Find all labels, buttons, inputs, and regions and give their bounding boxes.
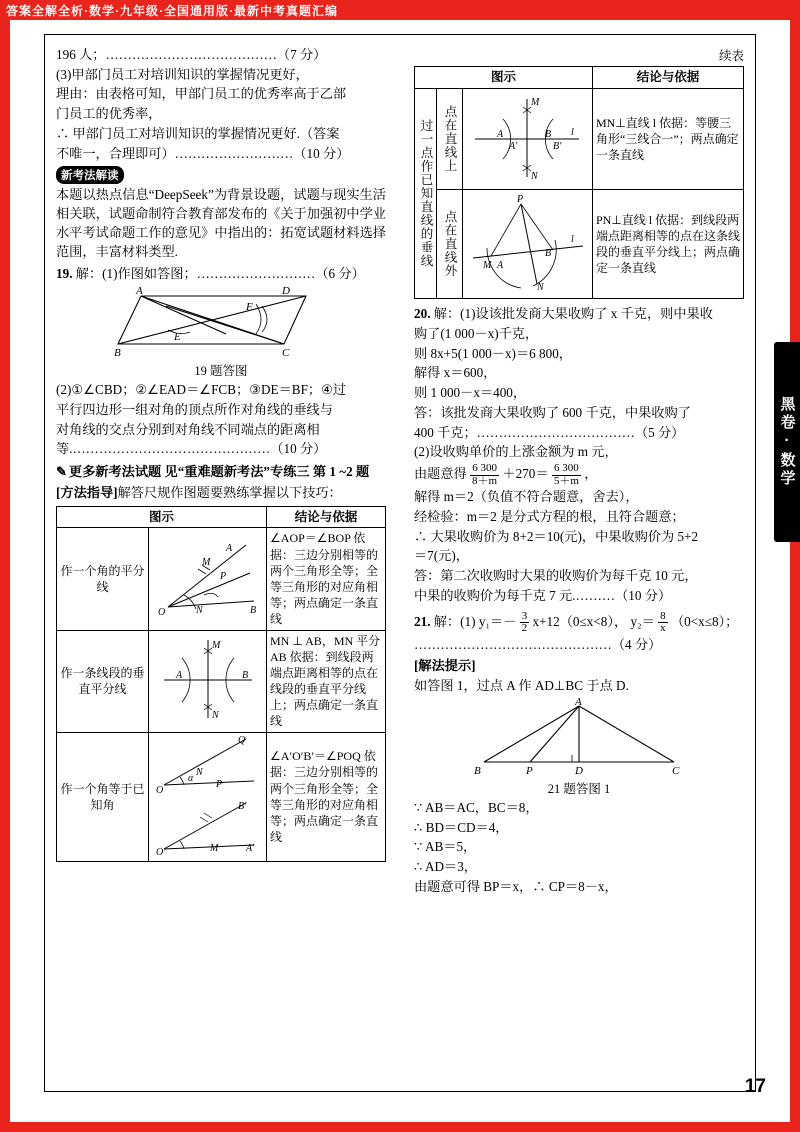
method-guide-line [56,484,386,503]
q21-line-1: ∵ AB＝AC，BC＝8， [414,799,539,815]
q21-line-2: ∴ BD＝CD＝4， [414,819,509,835]
svg-text:M: M [530,96,539,108]
table-row [415,88,744,189]
q20-line-9: 由题意得 [414,466,467,482]
q20-line-6: 答：该批发商大果收购了 600 千克，中果收购了 [414,404,691,420]
q19-block [56,265,386,284]
bottom-red-strip [0,1122,800,1132]
answer-line: 196 人；…………………………………（7 分） [56,47,327,62]
figure-angle-bisector-svg [154,535,262,619]
col-header-conclusion: 结论与依据 [267,506,386,528]
q20-block [414,305,744,324]
conclusion-perp-bisector: MN ⊥ AB，MN 平分 AB 依据：到线段两端点距离相等的点在线段的垂直平分线上；两点确定一条直线 [267,630,386,732]
method-guide-title: [方法指导] [56,484,118,500]
figure-perp-bisector-svg [154,634,262,724]
q21-line-3: ∵ AB＝5， [414,839,477,855]
svg-text:l: l [570,234,574,246]
row-label-point-on-line: 点在直线上 [437,88,463,189]
q21-line-5: 由题意可得 BP＝x，∴ CP＝8－x， [414,878,618,894]
svg-text:A: A [496,260,503,272]
q20-frac-left-num: 6 300 [470,463,499,476]
q19-line-1: 解：(1)作图如答图；………………………（6 分） [75,266,365,282]
answer-line: (3)甲部门员工对培训知识的掌握情况更好， [56,66,309,82]
svg-text:M: M [211,639,220,651]
q21-figure-svg [464,698,694,776]
q20-equation-middle: ＋270＝ [502,466,549,482]
page-sheet [10,20,790,1122]
q20-equation-line: 由题意得 $\frac{6 300}{8+m}$ ＋270＝ $\frac{6 300}{5+m}$ ， [414,462,598,487]
q20-line-10: 解得 m＝2（负值不符合题意，舍去）， [414,489,639,505]
page-number: 17 [744,1076,766,1097]
col-header-figure: 图示 [415,67,593,89]
svg-text:O': O' [155,846,165,855]
q20-fraction-right [552,463,581,487]
table-header-row [57,506,386,528]
q21-fraction-2 [658,611,668,635]
figure-point-on-line-svg [467,91,589,183]
q19-figure [56,286,386,379]
svg-text:Q: Q [237,734,245,746]
row-label-perp-bisector: 作一条线段的垂直平分线 [57,630,149,732]
q21-frac2-num: 8 [660,609,666,622]
q19-number: 19. [56,266,73,282]
svg-text:A: A [496,128,503,140]
svg-text:M: M [201,556,210,568]
row-label-point-off-line: 点在直线外 [437,190,463,299]
new-method-badge: 新考法解读 [56,166,124,184]
method-guide-text: 解答尺规作图题要熟练掌握以下技巧： [117,484,342,500]
svg-text:N: N [195,766,203,778]
left-red-strip [0,0,10,1132]
svg-text:A: A [175,669,182,681]
left-column [56,46,386,866]
more-questions-text: 更多新考法试题 见“重难题新考法”专练三 第 1 ~2 题 [68,464,370,480]
q21-line-4: ∴ AD＝3， [414,859,477,875]
figure-copy-angle-svg [154,735,262,855]
svg-text:C: C [282,347,290,359]
q21-head: 解：(1) [433,613,476,629]
svg-text:B: B [544,128,551,140]
q19-line-3: 平行四边形一组对角的顶点所作对角线的垂线与 [56,401,333,417]
conclusion-point-off-line: PN⊥直线 l 依据：到线段两端点距离相等的点在这条线段的垂直平分线上；两点确定一条直线 [593,190,744,299]
q20-line-1: 解：(1)设该批发商大果收购了 x 千克，则中果收 [433,306,713,322]
table-row [57,630,386,732]
q20-line-2: 购了(1 000－x)千克， [414,325,539,341]
svg-text:A: A [136,286,143,298]
col-header-conclusion: 结论与依据 [593,67,744,89]
svg-text:M: M [482,260,491,272]
svg-text:A': A' [508,140,517,152]
page-content [56,46,746,1082]
q20-fraction-left [470,463,499,487]
svg-text:N: N [530,170,538,182]
q20-line-11: 经检验：m＝2 是分式方程的根，且符合题意； [414,508,685,524]
top-banner [0,0,800,20]
figure-point-off-line [463,190,593,299]
q21-frac1-den: 2 [521,622,528,635]
svg-text:B: B [249,604,256,616]
q19-line-5: 等.………………………………………（10 分） [56,441,327,457]
svg-text:E: E [174,331,181,344]
svg-text:O: O [157,606,165,618]
q21-figure-caption: 21 题答图 1 [547,781,611,796]
q20-line-15: 中果的收购价为每千克 7 元.………（10 分） [414,587,672,603]
figure-angle-bisector [149,528,267,630]
svg-text:N: N [211,709,219,721]
answer-line: 不唯一，合理即可）………………………（10 分） [56,145,350,161]
q20-line-13: ＝7(元)， [414,548,469,564]
svg-text:l: l [570,126,574,138]
svg-text:B: B [241,669,248,681]
svg-text:O: O [155,784,163,796]
q21-number: 21. [414,613,431,629]
svg-text:P: P [219,570,226,582]
q21-block [414,611,744,635]
svg-text:P: P [215,778,222,790]
continued-table-label: 续表 [718,49,744,63]
answer-line: 门员工的优秀率， [56,106,162,122]
q21-hint-line: 如答图 1，过点 A 作 AD⊥BC 于点 D. [414,678,629,694]
q20-number: 20. [414,306,431,322]
q21-end: （0<x≤8）； [670,613,739,629]
left-method-table [56,506,386,862]
q20-line-4: 解得 x＝600， [414,365,497,381]
q21-fraction-1 [520,611,530,635]
pen-icon: ✎ [56,464,67,480]
svg-text:A': A' [245,842,254,854]
q19-line-4: 对角线的交点分别到对角线不同端点的距离相 [56,421,320,437]
q20-frac-right-den: 5＋m [553,474,579,487]
left-method-table-wrap [56,506,386,862]
more-questions-line [56,463,386,482]
q21-hint-title: [解法提示] [414,658,476,674]
q20-line-14: 答：第二次收购时大果的收购价为每千克 10 元， [414,568,698,584]
side-tab-label: 黑卷·数学 [774,342,800,542]
svg-text:A: A [575,697,582,708]
answer-line: ∴ 甲部门员工对培训知识的掌握情况更好.（答案 [56,125,340,141]
svg-text:N: N [195,604,203,616]
right-column [414,46,744,898]
conclusion-angle-bisector: ∠AOP＝∠BOP 依据：三边分别相等的两个三角形全等；全等三角形的对应角相等；两点确定一条直线 [267,528,386,630]
svg-text:B: B [114,347,121,359]
q19-figure-svg [106,286,336,358]
svg-text:B': B' [237,800,246,812]
figure-point-on-line [463,88,593,189]
svg-text:C: C [672,764,680,776]
figure-perp-bisector [149,630,267,732]
q19-figure-caption: 19 题答图 [194,364,248,379]
svg-text:B: B [544,248,551,260]
q19-line-2: (2)①∠CBD；②∠EAD＝∠FCB；③DE＝BF；④过 [56,382,347,398]
svg-text:N: N [536,282,544,293]
row-label-perpendicular-through-point: 过一点作已知直线的垂线 [415,88,437,298]
svg-text:M: M [209,842,218,854]
new-method-text: 本题以热点信息“DeepSeek”为背景设题，试题与现实生活相关联，试题命制符合教育部发布的《关于加强初中学业水平考试命题工作的意见》中指出的：拓宽试题材料选择范围，丰富材料类型. [56,187,386,259]
svg-text:A: A [225,542,232,554]
q21-y2: y₂＝ [630,613,655,629]
q20-line-8: (2)设收购单价的上涨金额为 m 元， [414,444,618,460]
row-label-copy-angle: 作一个角等于已知角 [57,732,149,861]
table-row [415,190,744,299]
answer-line: 理由：由表格可知，甲部门员工的优秀率高于乙部 [56,86,347,102]
figure-point-off-line-svg [467,192,589,292]
new-method-badge-row [56,166,386,184]
figure-copy-angle [149,732,267,861]
svg-text:P: P [516,194,523,206]
q20-line-5: 则 1 000－x＝400， [414,385,527,401]
svg-text:B': B' [552,140,561,152]
svg-text:F: F [246,301,253,314]
q21-y1: y₁＝－ [478,613,517,629]
top-banner-text: 答案全解全析·数学·九年级·全国通用版·最新中考真题汇编 [6,3,339,18]
q21-mid: x+12（0≤x<8）， [532,613,628,629]
q20-frac-left-den: 8＋m [472,474,498,487]
right-continued-table [414,66,744,299]
q20-frac-right-num: 6 300 [552,463,581,476]
q20-line-3: 则 8x+5(1 000－x)＝6 800， [414,345,572,361]
svg-text:D: D [282,286,290,298]
svg-text:B: B [474,764,481,776]
col-header-figure: 图示 [57,506,267,528]
table-header-row [415,67,744,89]
row-label-angle-bisector: 作一个角的平分线 [57,528,149,630]
table-row [57,528,386,630]
q21-score: ………………………………………（4 分） [414,636,662,652]
svg-text:α: α [187,772,193,784]
q20-line-7: 400 千克；………………………………（5 分） [414,424,685,440]
svg-text:P: P [526,764,533,776]
table-row [57,732,386,861]
conclusion-point-on-line: MN⊥直线 l 依据：等腰三角形“三线合一”；两点确定一条直线 [593,88,744,189]
conclusion-copy-angle: ∠A′O′B′＝∠POQ 依据：三边分别相等的两个三角形全等；全等三角形的对应角相等；两点确定一条直线 [267,732,386,861]
svg-text:D: D [575,764,583,776]
q20-line-12: ∴ 大果收购价为 8+2＝10(元)，中果收购价为 5+2 [414,528,699,544]
q21-figure [414,698,744,797]
right-red-strip [790,0,800,1132]
q21-frac1-num: 3 [521,609,528,622]
q21-frac2-den: x [660,622,666,635]
